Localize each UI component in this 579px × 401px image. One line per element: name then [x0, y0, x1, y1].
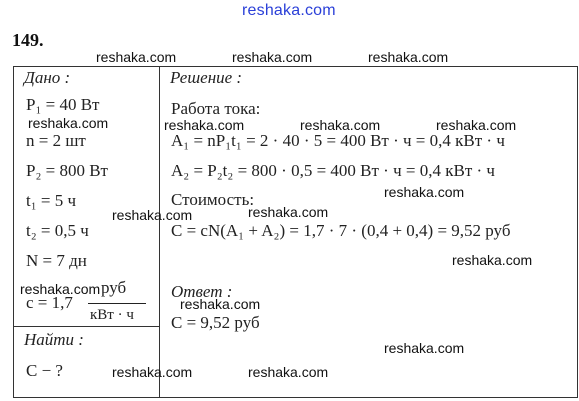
given-header: Дано : — [24, 68, 71, 87]
watermark: reshaka.com — [300, 117, 381, 133]
watermark: reshaka.com — [180, 296, 261, 312]
cost-label: Стоимость: — [171, 190, 255, 209]
solution-header: Решение : — [170, 68, 243, 87]
given-n: n = 2 шт — [26, 131, 86, 150]
given-p2: P₂ = 800 Вт — [26, 161, 108, 180]
find-value: C − ? — [26, 361, 63, 380]
given-c-value: c = 1,7 — [26, 293, 73, 312]
equation-a1: A₁ = nP₁t₁ = 2 · 40 · 5 = 400 Вт · ч = 0,4 кВт · ч — [171, 131, 505, 150]
answer-header: Ответ : — [171, 282, 233, 301]
column-divider — [159, 66, 160, 397]
given-p1: P₁ = 40 Вт — [26, 95, 100, 114]
watermark: reshaka.com — [232, 49, 313, 65]
watermark: reshaka.com — [384, 184, 465, 200]
watermark: reshaka.com — [248, 364, 329, 380]
watermark: reshaka.com — [112, 364, 193, 380]
site-watermark-top: reshaka.com — [242, 2, 336, 19]
find-header: Найти : — [24, 330, 84, 349]
given-t2: t₂ = 0,5 ч — [26, 221, 89, 240]
watermark: reshaka.com — [368, 49, 449, 65]
watermark: reshaka.com — [164, 117, 245, 133]
given-c-unit-numerator: руб — [101, 278, 127, 297]
watermark: reshaka.com — [248, 204, 329, 220]
work-label: Работа тока: — [171, 99, 261, 118]
problem-number: 149. — [12, 30, 44, 50]
watermark: reshaka.com — [96, 49, 177, 65]
given-c-unit-denominator: кВт · ч — [90, 307, 134, 323]
watermark: reshaka.com — [112, 207, 193, 223]
given-t1: t₁ = 5 ч — [26, 191, 77, 210]
given-find-divider — [13, 326, 159, 327]
equation-a2: A₂ = P₂t₂ = 800 · 0,5 = 400 Вт · ч = 0,4 кВт · ч — [171, 161, 495, 180]
watermark: reshaka.com — [20, 281, 101, 297]
answer-value: C = 9,52 руб — [171, 313, 260, 332]
watermark: reshaka.com — [28, 115, 109, 131]
fraction-bar — [88, 303, 146, 304]
watermark: reshaka.com — [384, 340, 465, 356]
given-N: N = 7 дн — [26, 251, 87, 270]
equation-cost: C = cN(A₁ + A₂) = 1,7 · 7 · (0,4 + 0,4) = 9,52 руб — [171, 221, 511, 240]
watermark: reshaka.com — [436, 117, 517, 133]
watermark: reshaka.com — [452, 252, 533, 268]
